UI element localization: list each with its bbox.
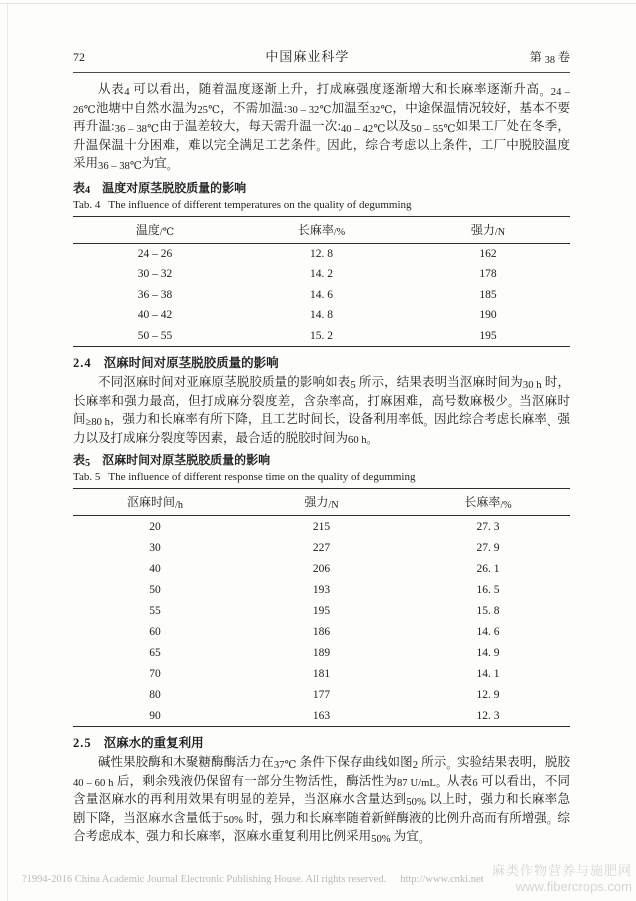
cell-temperature: 50 – 55 xyxy=(137,329,173,342)
watermark xyxy=(492,863,632,895)
cell-strength: 206 xyxy=(312,562,331,575)
cell-strength: 193 xyxy=(312,583,331,596)
table5-header xyxy=(73,489,570,516)
table-row xyxy=(73,684,570,705)
cell-strength: 177 xyxy=(312,688,331,701)
cell-temperature: 36 – 38 xyxy=(137,288,173,301)
section-2-5-heading xyxy=(73,733,570,751)
table-row xyxy=(73,579,570,600)
cell-retting-time: 70 xyxy=(149,667,161,680)
cell-long-fiber-rate: 27. 3 xyxy=(476,520,500,533)
cell-long-fiber-rate: 16. 5 xyxy=(476,583,500,596)
table-row xyxy=(73,516,570,538)
cell-retting-time: 40 xyxy=(149,562,161,575)
page-content xyxy=(73,46,570,847)
header-rule xyxy=(73,72,570,73)
cell-retting-time: 60 xyxy=(149,625,161,638)
cell-long-fiber-rate: 14. 1 xyxy=(476,667,500,680)
table4-col-temperature: 温度/℃ xyxy=(73,216,237,243)
section-2-4-title: 沤麻时间对原茎脱胶质量的影响 xyxy=(103,356,279,370)
table-row xyxy=(73,600,570,621)
table-row xyxy=(73,537,570,558)
cell-strength: 189 xyxy=(312,646,331,659)
intro-paragraph: 从表4 可以看出，随着温度逐渐上升，打成麻强度逐渐增大和长麻率逐渐升高。24 – 26℃池塘中自然水温为25℃，不需加温:30 – 32℃加温至32℃，中途保温情况较好，基本不要再升温:36 – 38℃由于温差较大，每天需升温一次:40 – 42℃以及50 – 55℃如果工厂处在冬季，升温保温十分困难，难以完全满足工艺条件。因此，综合考虑以上条件，工厂中脱胶温度采用36 – 38℃为宜。 xyxy=(73,82,570,172)
cell-long-fiber-rate: 12. 9 xyxy=(476,688,500,701)
table-row xyxy=(73,243,570,264)
cell-temperature: 24 – 26 xyxy=(137,247,173,260)
cell-long-fiber-rate: 14. 9 xyxy=(476,646,500,659)
table4-col-long-fiber-rate: 长麻率/% xyxy=(237,216,406,243)
watermark-url: www.fibercrops.com xyxy=(515,879,632,894)
cell-retting-time: 90 xyxy=(149,709,161,722)
table-row xyxy=(73,264,570,285)
cell-strength: 162 xyxy=(479,247,497,260)
cell-long-fiber-rate: 27. 9 xyxy=(476,541,500,554)
section-2-5-number: 2.5 xyxy=(73,736,92,750)
table5-caption-cn: 表5 沤麻时间对原茎脱胶质量的影响 xyxy=(73,453,271,469)
table-row xyxy=(73,642,570,663)
cell-retting-time: 80 xyxy=(149,688,161,701)
cell-long-fiber-rate: 15. 8 xyxy=(476,604,500,617)
table-row xyxy=(73,285,570,306)
cell-strength: 181 xyxy=(312,667,331,680)
cell-strength: 195 xyxy=(312,604,331,617)
scan-edge-top xyxy=(0,3,636,4)
cell-strength: 227 xyxy=(312,541,331,554)
table4-caption-cn: 表4 温度对原茎脱胶质量的影响 xyxy=(73,180,247,197)
volume-label: 第 38 卷 xyxy=(529,50,570,66)
cell-retting-time: 55 xyxy=(149,604,161,617)
cell-strength: 185 xyxy=(479,288,497,301)
cell-retting-time: 20 xyxy=(149,520,161,533)
table5-col-strength: 强力/N xyxy=(237,489,406,516)
cell-retting-time: 50 xyxy=(149,583,161,596)
cell-long-fiber-rate: 15. 2 xyxy=(309,329,333,342)
table5-col-long-fiber-rate: 长麻率/% xyxy=(406,489,570,516)
table5-caption-en: Tab. 5 The influence of different response time on the quality of degumming xyxy=(73,471,416,483)
table5-body xyxy=(73,516,570,727)
cell-retting-time: 30 xyxy=(149,541,161,554)
cell-strength: 190 xyxy=(479,309,497,322)
table-row xyxy=(73,326,570,347)
cell-long-fiber-rate: 12. 3 xyxy=(476,709,500,722)
watermark-chinese: 麻类作物营养与施肥网 xyxy=(491,863,632,878)
table4-caption-en: Tab. 4 The influence of different temperatures on the quality of degumming xyxy=(73,198,412,211)
table-row xyxy=(73,305,570,326)
cell-strength: 186 xyxy=(312,625,331,638)
table-row xyxy=(73,558,570,579)
table-row xyxy=(73,705,570,727)
cell-retting-time: 65 xyxy=(149,646,161,659)
table4 xyxy=(73,216,570,348)
table5 xyxy=(73,488,570,727)
cell-strength: 195 xyxy=(479,329,497,342)
copyright-text: ?1994-2016 China Academic Journal Electronic Publishing House. All rights reserved. xyxy=(22,874,387,885)
table4-body xyxy=(73,243,570,347)
table-row xyxy=(73,621,570,642)
section-2-5-title: 沤麻水的重复利用 xyxy=(103,736,204,750)
cnki-url: http://www.cnki.net xyxy=(400,874,484,885)
page-number: 72 xyxy=(73,50,85,64)
table-row xyxy=(73,663,570,684)
cell-strength: 163 xyxy=(312,709,331,722)
journal-title: 中国麻业科学 xyxy=(265,49,350,64)
scan-edge-left xyxy=(7,3,8,901)
table4-col-strength: 强力/N xyxy=(406,216,570,243)
cell-long-fiber-rate: 14. 8 xyxy=(309,309,333,322)
table5-col-retting-time: 沤麻时间/h xyxy=(73,489,237,516)
cell-long-fiber-rate: 12. 8 xyxy=(309,247,333,260)
section-2-4-heading xyxy=(73,353,570,371)
cell-strength: 178 xyxy=(479,268,497,281)
table4-header xyxy=(73,216,570,243)
cell-strength: 215 xyxy=(312,520,331,533)
section-2-4-paragraph: 不同沤麻时间对亚麻原茎脱胶质量的影响如表5 所示，结果表明当沤麻时间为30 h 时，长麻率和强力最高，但打成麻分裂度差，含杂率高，打麻困难，高号数麻极少。当沤麻时间≥80 h，强力和长麻率有所下降，且工艺时间长，设备利用率低。因此综合考虑长麻率、强力以及打成麻分裂度等因素，最合适的脱胶时间为60 h。 xyxy=(73,375,570,447)
cell-long-fiber-rate: 14. 2 xyxy=(309,268,333,281)
section-2-4-number: 2.4 xyxy=(73,356,92,370)
cell-long-fiber-rate: 26. 1 xyxy=(476,562,500,575)
cell-temperature: 30 – 32 xyxy=(137,268,173,281)
section-2-5-paragraph: 碱性果胶酶和木聚糖酶酶活力在37℃ 条件下保存曲线如图2 所示。实验结果表明，脱胶40 – 60 h 后，剩余残液仍保留有一部分生物活性，酶活性为87 U/mL。从表6 可以看出，不同含量沤麻水的再利用效果有明显的差异，当沤麻水含量达到50% 以上时，强力和长麻率急剧下降，当沤麻水含量低于50% 时，强力和长麻率随着新鲜酶液的比例升高而有所增强。综合考虑成本、强力和长麻率，沤麻水重复利用比例采用50% 为宜。 xyxy=(73,755,570,845)
cell-long-fiber-rate: 14. 6 xyxy=(309,288,333,301)
page-header xyxy=(73,46,570,65)
cell-long-fiber-rate: 14. 6 xyxy=(476,625,500,638)
cell-temperature: 40 – 42 xyxy=(137,309,173,322)
